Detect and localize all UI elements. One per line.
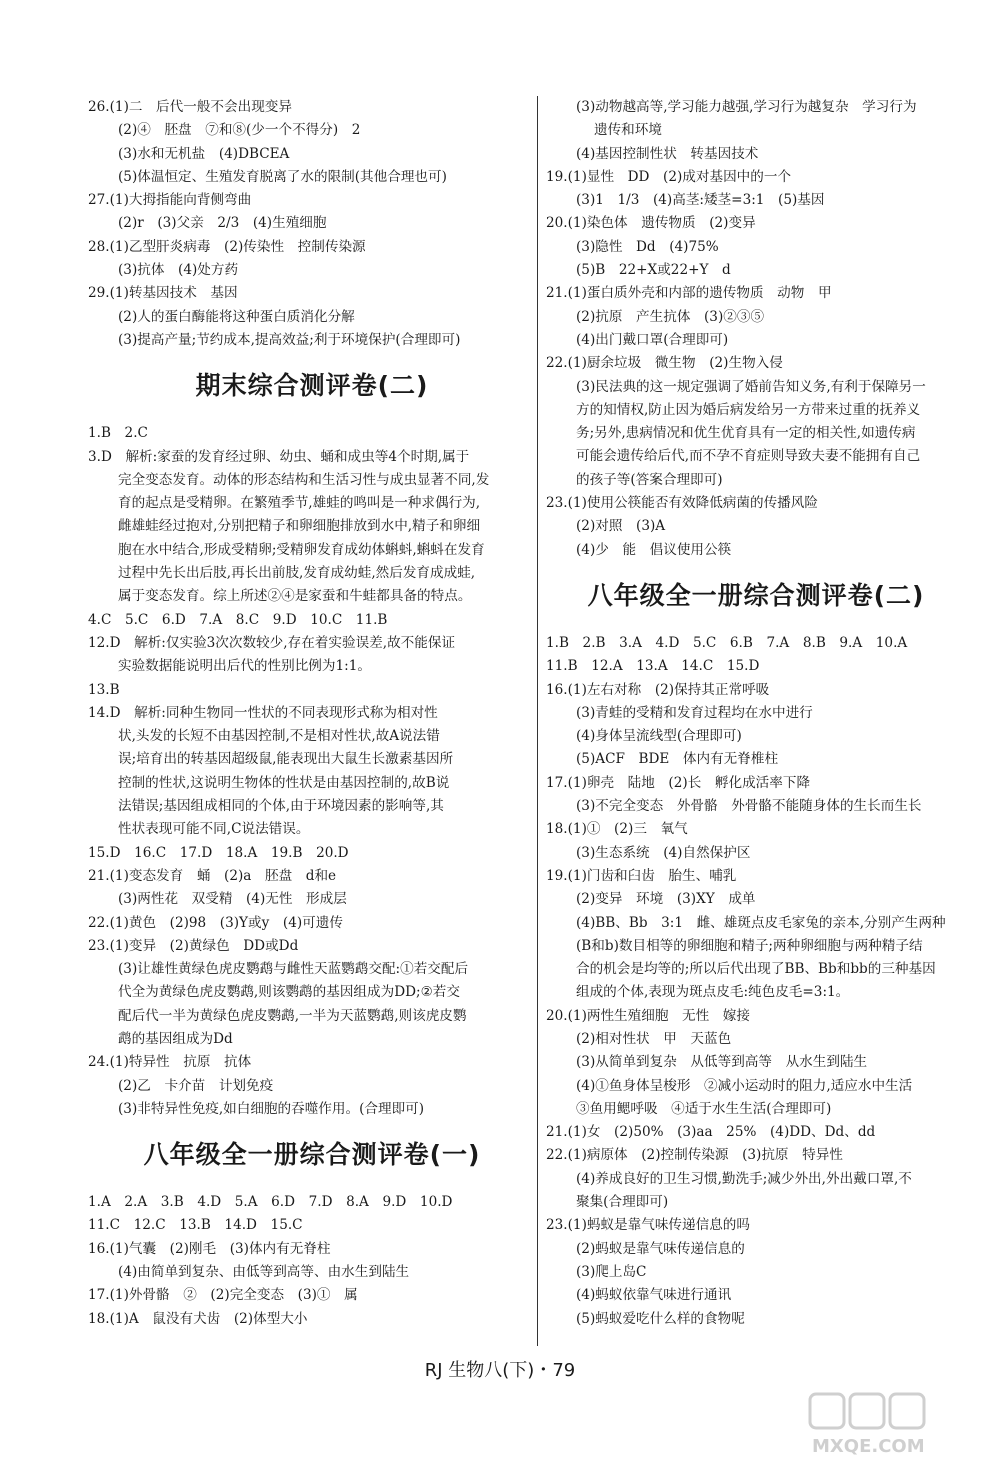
answer-line: 代全为黄绿色虎皮鹦鹉,则该鹦鹉的基因组成为DD;②若交 [118, 984, 460, 1001]
answer-line: 18.(1)A 鼠没有犬齿 (2)体型大小 [88, 1310, 308, 1327]
right-column [546, 96, 966, 1331]
answer-line: (4)①鱼身体呈梭形 ②减小运动时的阻力,适应水中生活 [576, 1077, 913, 1094]
answer-line: (3)生态系统 (4)自然保护区 [576, 844, 751, 861]
answer-line: 29.(1)转基因技术 基因 [88, 285, 238, 302]
answer-line: (3)爬上岛C [576, 1263, 647, 1280]
answer-line: 22.(1)厨余垃圾 微生物 (2)生物入侵 [546, 355, 783, 372]
answer-line: 3.D 解析:家蚕的发育经过卵、幼虫、蛹和成虫等4个时期,属于 [88, 448, 470, 465]
section-title: 八年级全一册综合测评卷(一) [143, 1140, 481, 1170]
answer-line: 1.B 2.B 3.A 4.D 5.C 6.B 7.A 8.B 9.A 10.A [546, 634, 908, 651]
answer-line: (3)水和无机盐 (4)DBCEA [118, 145, 290, 162]
answer-line: 23.(1)变异 (2)黄绿色 DD或Dd [88, 937, 299, 954]
answer-line: 16.(1)左右对称 (2)保持其正常呼吸 [546, 681, 770, 698]
answer-line: (4)养成良好的卫生习惯,勤洗手;减少外出,外出戴口罩,不 [576, 1170, 912, 1187]
answer-line: (4)身体呈流线型(合理即可) [576, 728, 742, 745]
answer-line: 1.B 2.C [88, 425, 148, 442]
section-title: 期末综合测评卷(二) [195, 371, 429, 401]
answer-line: 完全变态发育。动体的形态结构和生活习性与成虫显著不同,发 [118, 471, 490, 488]
answer-line: (3)1 1/3 (4)高茎:矮茎=3:1 (5)基因 [576, 192, 825, 209]
answer-line: (4)少 能 倡议使用公筷 [576, 541, 732, 558]
answer-line: 误;培育出的转基因超级鼠,能表现出大鼠生长激素基因所 [118, 751, 454, 768]
answer-line: (3)非特异性免疫,如白细胞的吞噬作用。(合理即可) [118, 1100, 425, 1117]
answer-line: (5)B 22+X或22+Y d [576, 262, 731, 279]
answer-line: 27.(1)大拇指能向背侧弯曲 [88, 192, 252, 209]
answer-line: 胞在水中结合,形成受精卵;受精卵发育成幼体蝌蚪,蝌蚪在发育 [118, 541, 485, 558]
answer-line: 控制的性状,这说明生物体的性状是由基因控制的,故B说 [118, 774, 450, 791]
answer-line: 育的起点是受精卵。在繁殖季节,雄蛙的鸣叫是一种求偶行为, [118, 495, 481, 512]
answer-line: (2)变异 环境 (3)XY 成单 [576, 891, 756, 908]
answer-line: (4)由简单到复杂、由低等到高等、由水生到陆生 [118, 1264, 410, 1281]
left-column [88, 96, 536, 1331]
answer-line: (2)人的蛋白酶能将这种蛋白质消化分解 [118, 308, 355, 325]
answer-line: (3)抗体 (4)处方药 [118, 262, 239, 279]
answer-line: 方的知情权,防止因为婚后病发给另一方带来过重的抚养义 [576, 401, 921, 418]
answer-line: (4)蚂蚁依靠气味进行通讯 [576, 1287, 732, 1304]
answer-line: 22.(1)病原体 (2)控制传染源 (3)抗原 特异性 [546, 1147, 843, 1164]
answer-line: (B和b)数目相等的卵细胞和精子;两种卵细胞与两种精子结 [576, 937, 923, 954]
answer-line: (2)④ 胚盘 ⑦和⑧(少一个不得分) 2 [118, 122, 361, 139]
answer-line: (2)相对性状 甲 天蓝色 [576, 1030, 732, 1047]
answer-line: 遗传和环境 [594, 122, 662, 139]
answer-line: (3)不完全变态 外骨骼 外骨骼不能随身体的生长而生长 [576, 798, 922, 815]
answer-line: 24.(1)特异性 抗原 抗体 [88, 1054, 252, 1071]
answer-line: 可能会遗传给后代,而不孕不育症则导致夫妻不能拥有自己 [576, 448, 921, 465]
answer-line: 4.C 5.C 6.D 7.A 8.C 9.D 10.C 11.B [88, 611, 388, 628]
answer-line: 属于变态发育。综上所述②④是家蚕和牛蛙都具备的特点。 [118, 588, 472, 605]
answer-line: 配后代一半为黄绿色虎皮鹦鹉,一半为天蓝鹦鹉,则该虎皮鹦 [118, 1007, 467, 1024]
section-title: 八年级全一册综合测评卷(二) [587, 580, 925, 610]
answer-line: (3)提高产量;节约成本,提高效益;利于环境保护(合理即可) [118, 331, 461, 348]
answer-line: 性状表现可能不同,C说法错误。 [118, 821, 310, 838]
answer-line: 21.(1)蛋白质外壳和内部的遗传物质 动物 甲 [546, 285, 832, 302]
answer-line: (3)两性花 双受精 (4)无性 形成层 [118, 891, 347, 908]
answer-line: (4)BB、Bb 3:1 雌、雄斑点皮毛家兔的亲本,分别产生两种 [576, 914, 946, 931]
answer-line: (2)对照 (3)A [576, 518, 666, 535]
answer-line: 19.(1)显性 DD (2)成对基因中的一个 [546, 168, 792, 185]
answer-line: (3)隐性 Dd (4)75% [576, 238, 719, 255]
answer-line: 务;另外,患病情况和优生优育具有一定的相关性,如遗传病 [576, 425, 916, 442]
answer-line: 13.B [88, 681, 120, 698]
answer-line: 20.(1)染色体 遗传物质 (2)变异 [546, 215, 756, 232]
answer-line: 18.(1)① (2)三 氧气 [546, 821, 688, 838]
answer-line: 11.B 12.A 13.A 14.C 15.D [546, 658, 760, 675]
answer-line: 鹉的基因组成为Dd [118, 1030, 233, 1047]
answer-line: 21.(1)变态发育 蛹 (2)a 胚盘 d和e [88, 867, 337, 884]
answer-line: (3)让雄性黄绿色虎皮鹦鹉与雌性天蓝鹦鹉交配:①若交配后 [118, 961, 469, 978]
answer-line: (2)蚂蚁是靠气味传递信息的 [576, 1240, 745, 1257]
answer-line: (3)动物越高等,学习能力越强,学习行为越复杂 学习行为 [576, 99, 917, 115]
answer-line: (2)r (3)父亲 2/3 (4)生殖细胞 [118, 215, 327, 232]
answer-line: 17.(1)卵壳 陆地 (2)长 孵化成活率下降 [546, 774, 811, 791]
answer-line: 20.(1)两性生殖细胞 无性 嫁接 [546, 1007, 750, 1024]
answer-line: 14.D 解析:同种生物同一性状的不同表现形式称为相对性 [88, 704, 438, 721]
answer-line: (5)蚂蚁爱吃什么样的食物呢 [576, 1310, 745, 1327]
answer-line: 23.(1)使用公筷能否有效降低病菌的传播风险 [546, 495, 818, 512]
answer-line: 16.(1)气囊 (2)刚毛 (3)体内有无脊柱 [88, 1240, 331, 1257]
answer-line: 聚集(合理即可) [576, 1194, 669, 1211]
answer-line: (5)体温恒定、生殖发育脱离了水的限制(其他合理也可) [118, 168, 447, 185]
answer-line: (5)ACF BDE 体内有无脊椎柱 [576, 751, 779, 768]
answer-line: 19.(1)门齿和臼齿 胎生、哺乳 [546, 867, 737, 884]
answer-line: (2)乙 卡介苗 计划免疫 [118, 1077, 274, 1094]
answer-line: 1.A 2.A 3.B 4.D 5.A 6.D 7.D 8.A 9.D 10.D [88, 1194, 453, 1211]
svg-text:MXQE.COM: MXQE.COM [812, 1436, 925, 1457]
answer-line: 雌雄蛙经过抱对,分别把精子和卵细胞排放到水中,精子和卵细 [118, 518, 481, 535]
answer-line: 的孩子等(答案合理即可) [576, 471, 723, 488]
answer-line: 过程中先长出后肢,再长出前肢,发育成幼蛙,然后发育成成蛙, [118, 565, 476, 582]
answer-line: (4)出门戴口罩(合理即可) [576, 331, 729, 348]
answer-line: (2)抗原 产生抗体 (3)②③⑤ [576, 308, 765, 325]
answer-line: 26.(1)二 后代一般不会出现变异 [88, 99, 292, 115]
answer-line: 状,头发的长短不由基因控制,不是相对性状,故A说法错 [118, 728, 440, 745]
answer-line: 11.C 12.C 13.B 14.D 15.C [88, 1217, 303, 1234]
answer-line: 28.(1)乙型肝炎病毒 (2)传染性 控制传染源 [88, 238, 366, 255]
answer-line: 23.(1)蚂蚁是靠气味传递信息的吗 [546, 1217, 750, 1234]
answer-line: 15.D 16.C 17.D 18.A 19.B 20.D [88, 844, 349, 861]
answer-line: 组成的个体,表现为斑点皮毛:纯色皮毛=3:1。 [576, 984, 850, 1001]
page-footer: RJ 生物八(下)・79 [424, 1360, 576, 1381]
answer-line: (4)基因控制性状 转基因技术 [576, 145, 759, 162]
answer-line: 21.(1)女 (2)50% (3)aa 25% (4)DD、Dd、dd [546, 1124, 876, 1141]
answer-line: 实验数据能说明出后代的性别比例为1:1。 [118, 658, 371, 675]
answer-line: 合的机会是均等的;所以后代出现了BB、Bb和bb的三种基因 [576, 961, 936, 978]
watermark-logo [806, 1390, 986, 1460]
answer-line: 17.(1)外骨骼 ② (2)完全变态 (3)① 属 [88, 1287, 358, 1304]
answer-line: 12.D 解析:仅实验3次次数较少,存在着实验误差,故不能保证 [88, 634, 456, 651]
answer-line: (3)民法典的这一规定强调了婚前告知义务,有利于保障另一 [576, 378, 926, 395]
answer-line: 22.(1)黄色 (2)98 (3)Y或y (4)可遗传 [88, 914, 343, 931]
answer-line: (3)青蛙的受精和发育过程均在水中进行 [576, 704, 813, 721]
answer-line: (3)从简单到复杂 从低等到高等 从水生到陆生 [576, 1054, 868, 1071]
answer-line: 法错误;基因组成相同的个体,由于环境因素的影响等,其 [118, 798, 444, 815]
answer-line: ③鱼用鳃呼吸 ④适于水生生活(合理即可) [576, 1100, 832, 1117]
column-divider [537, 96, 538, 1346]
